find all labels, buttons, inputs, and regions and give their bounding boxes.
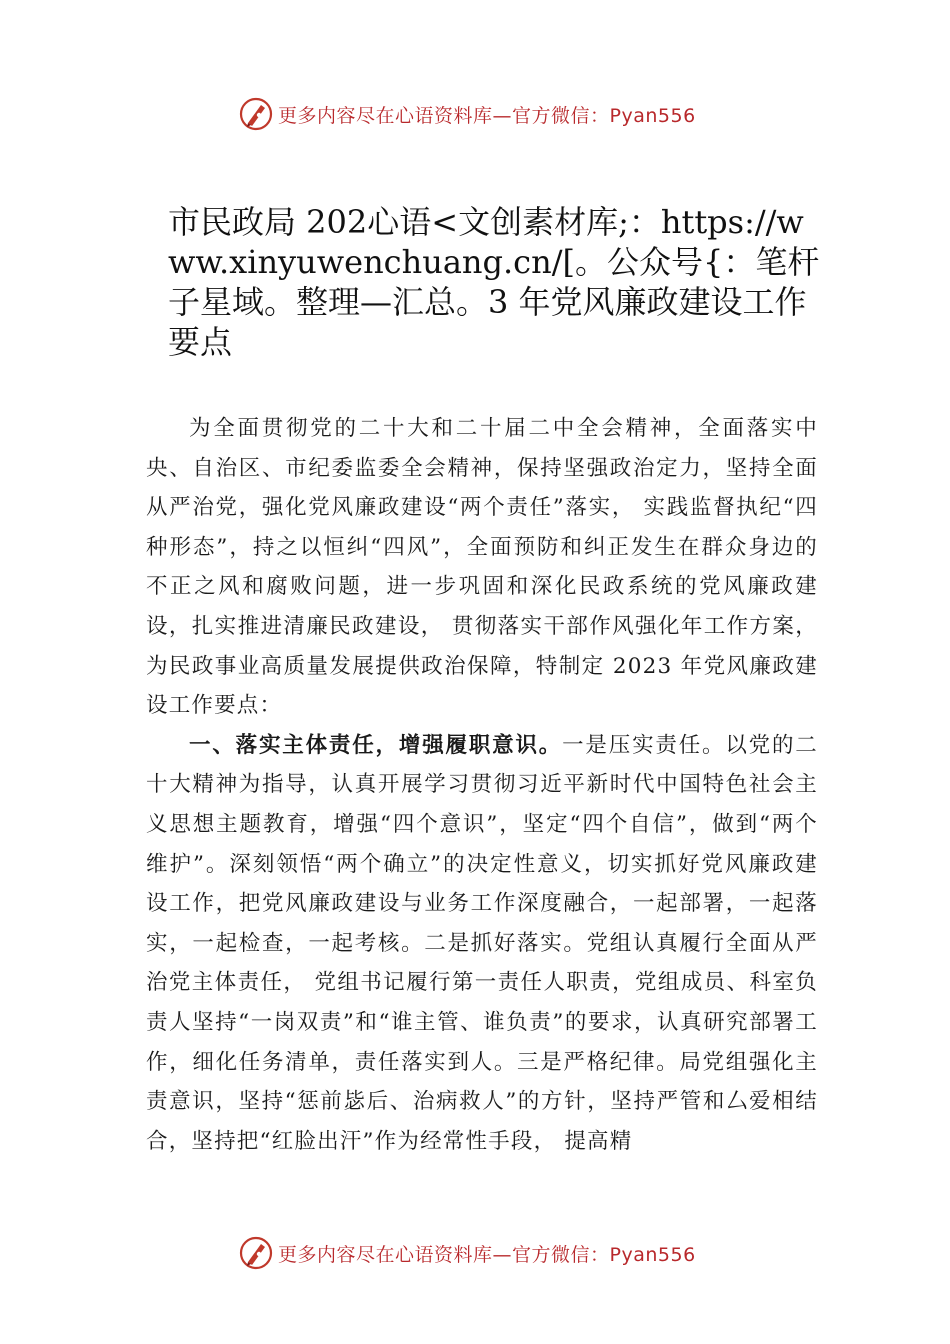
header-banner-text: 更多内容尽在心语资料库—官方微信：Pyan556 (278, 104, 696, 127)
section-1-paragraph (146, 726, 818, 1162)
footer-banner-text: 更多内容尽在心语资料库—官方微信：Pyan556 (278, 1243, 696, 1266)
header-banner (238, 94, 696, 134)
intro-paragraph: 为全面贯彻党的二十大和二十届二中全会精神，全面落实中央、自治区、市纪委监委全会精神，保持坚强政治定力，坚持全面从严治党，强化党风廉政建设“两个责任”落实， 实践监督执纪“四种形态”，持之以恒纠“四风”，全面预防和纠正发生在群众身边的不正之风和腐败问题，进一步巩固和深化民政系统的党风廉政建设，扎实推进清廉民政建设， 贯彻落实干部作风强化年工作方案，为民政事业高质量发展提供政治保障，特制定 2023 年党风廉政建设工作要点： (146, 416, 818, 719)
pen-logo-icon (238, 1235, 274, 1271)
section-1-text: 一是压实责任。以党的二十大精神为指导，认真开展学习贯彻习近平新时代中国特色社会主义思想主题教育，增强“四个意识”，坚定“四个自信”，做到“两个维护”。深刻领悟“两个确立”的决定性意义，切实抓好党风廉政建设工作，把党风廉政建设与业务工作深度融合，一起部署，一起落实，一起检查，一起考核。二是抓好落实。党组认真履行全面从严治党主体责任， 党组书记履行第一责任人职责，党组成员、科室负责人坚持“一岗双责”和“谁主管、谁负责”的要求，认真研究部署工作，细化任务清单，责任落实到人。三是严格纪律。局党组强化主责意识，坚持“惩前毖后、治病救人”的方针，坚持严管和厶爱相结合，坚持把“红脸出汗”作为经常性手段， 提高精 (146, 732, 819, 1154)
pen-logo-icon (238, 96, 274, 132)
document-title: 市民政局 202心语<文创素材库;：https://www.xinyuwenchuang.cn/[。公众号{：笔杆子星域。整理—汇总。3 年党风廉政建设工作要点 (168, 203, 820, 361)
footer-banner (238, 1233, 696, 1273)
document-body (146, 409, 818, 1161)
section-1-heading: 一、落实主体责任，增强履职意识。 (189, 732, 563, 758)
